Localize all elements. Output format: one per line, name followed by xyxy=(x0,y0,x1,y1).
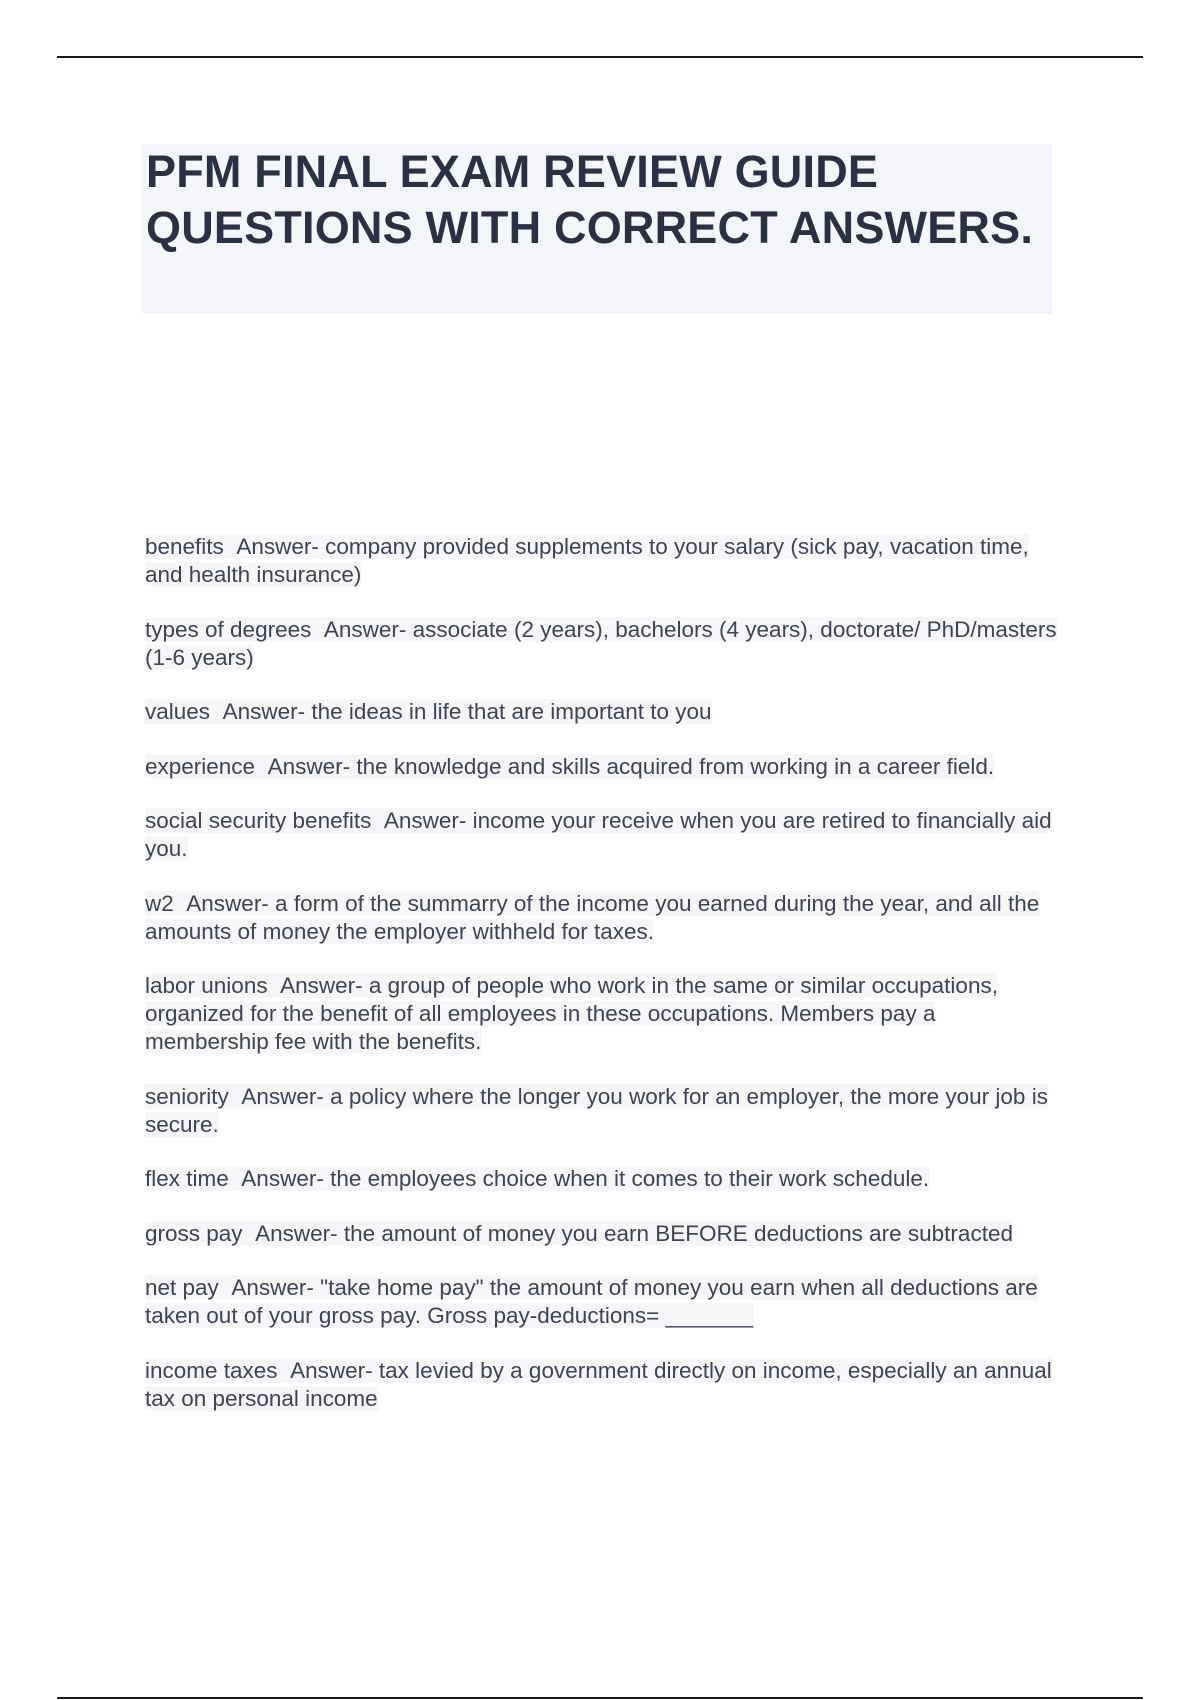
qa-term: income taxes xyxy=(145,1357,278,1383)
qa-answer: Answer- company provided supplements to your salary (sick pay, vacation time, and health insurance) xyxy=(145,534,1029,587)
qa-answer: Answer- associate (2 years), bachelors (4 years), doctorate/ PhD/masters (1-6 years) xyxy=(145,616,1057,670)
qa-answer: Answer- income your receive when you are retired to financially aid you. xyxy=(145,808,1052,861)
qa-answer: Answer- the employees choice when it comes to their work schedule. xyxy=(241,1166,930,1191)
qa-term: seniority xyxy=(145,1083,229,1109)
qa-item-labor-unions xyxy=(145,972,1060,1056)
qa-item-net-pay xyxy=(145,1274,1060,1330)
qa-term: w2 xyxy=(145,890,174,916)
footer-rule xyxy=(57,1697,1143,1699)
qa-item-flex-time xyxy=(145,1165,1060,1193)
document-title: PFM FINAL EXAM REVIEW GUIDE QUESTIONS WITH CORRECT ANSWERS. xyxy=(146,146,1034,253)
qa-item-types-of-degrees xyxy=(145,616,1060,672)
qa-term: net pay xyxy=(145,1275,219,1300)
qa-item-experience xyxy=(145,753,1060,781)
qa-answer: Answer- a policy where the longer you work for an employer, the more your job is secure. xyxy=(145,1083,1048,1137)
qa-answer: Answer- tax levied by a government directly on income, especially an annual tax on personal income xyxy=(145,1357,1052,1411)
qa-term: types of degrees xyxy=(145,616,312,642)
qa-item-gross-pay xyxy=(145,1220,1060,1248)
qa-term: experience xyxy=(145,753,256,779)
qa-answer: Answer- a form of the summarry of the income you earned during the year, and all the amounts of money the employer withheld for taxes. xyxy=(145,890,1040,944)
qa-item-w2 xyxy=(145,890,1060,946)
qa-list xyxy=(145,533,1060,1439)
qa-term: social security benefits xyxy=(145,808,372,833)
qa-answer: Answer- a group of people who work in the same or similar occupations, organized for the benefit of all employees in these occupations. Members pay a membership fee with the benefits. xyxy=(145,973,998,1054)
qa-item-social-security-benefits xyxy=(145,807,1060,863)
qa-item-seniority xyxy=(145,1083,1060,1139)
qa-term: values xyxy=(145,699,211,724)
qa-item-values xyxy=(145,698,1060,726)
qa-term: gross pay xyxy=(145,1220,243,1246)
header-rule xyxy=(57,56,1143,58)
qa-term: benefits xyxy=(145,534,224,559)
qa-answer: Answer- the amount of money you earn BEFORE deductions are subtracted xyxy=(255,1220,1013,1246)
qa-answer: Answer- the knowledge and skills acquired from working in a career field. xyxy=(267,753,995,779)
qa-answer: Answer- "take home pay" the amount of money you earn when all deductions are taken out of your gross pay. Gross pay-deductions= _______ xyxy=(145,1275,1038,1328)
qa-term: labor unions xyxy=(145,973,268,998)
title-block xyxy=(142,144,1052,314)
qa-answer: Answer- the ideas in life that are important to you xyxy=(222,699,712,724)
qa-item-income-taxes xyxy=(145,1357,1060,1413)
qa-term: flex time xyxy=(145,1166,229,1191)
qa-item-benefits xyxy=(145,533,1060,589)
